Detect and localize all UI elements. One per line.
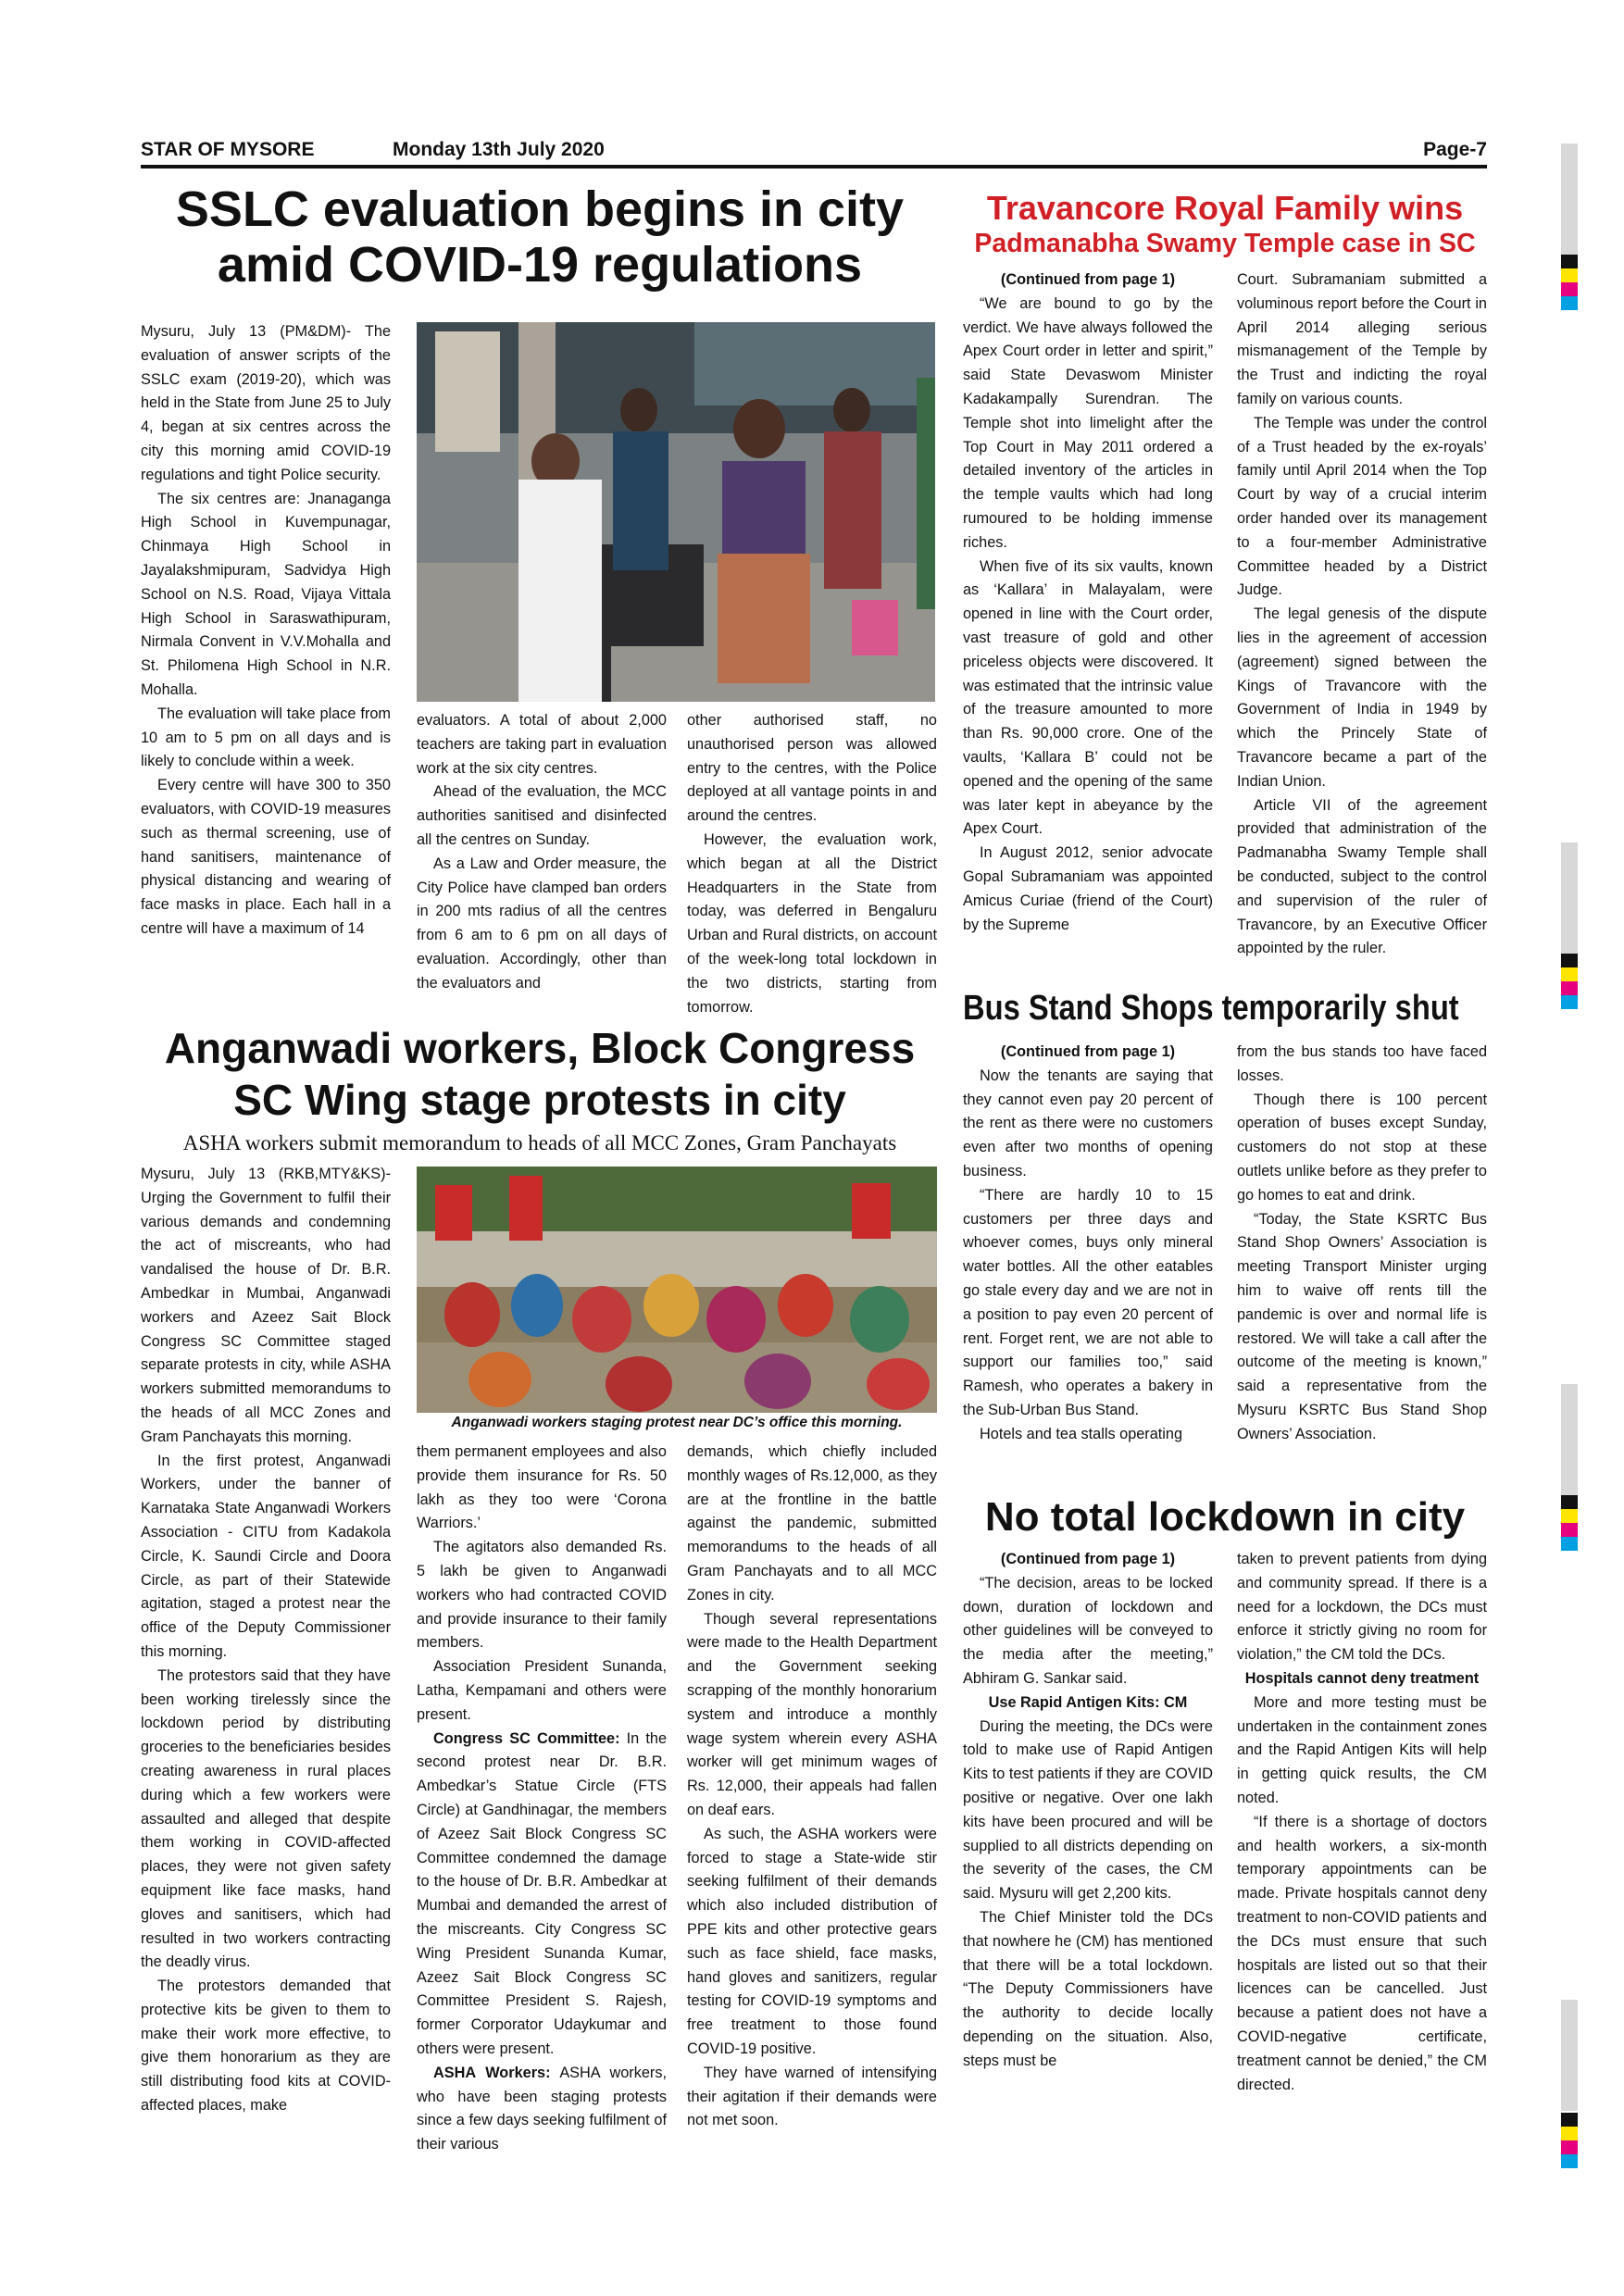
registration-mark: [1561, 954, 1578, 1009]
sslc-column-2: evaluators. A total of about 2,000 teachers are taking part in evaluation work at the six city centres. Ahead of the evaluation, the MCC authorities sanitised and disinfected all the centres on Sunday. As a Law and Order measure, the City Police have clamped ban orders in 200 mts radius of all the centres from 6 am to 6 pm on all days of evaluation. Accordingly, other than the evaluators and: [417, 712, 667, 992]
registration-mark: [1561, 1495, 1578, 1551]
protest-crowd-photo: [417, 1167, 937, 1426]
lockdown-subhead-1: Use Rapid Antigen Kits: CM: [988, 1693, 1188, 1711]
sslc-photo: [417, 322, 935, 702]
lockdown-headline: No total lockdown in city: [984, 1494, 1466, 1540]
thermal-screening-photo: [417, 322, 935, 702]
busstand-column-2: from the bus stands too have faced losses. Though there is 100 percent operation of buses except Sunday, customers do not stop at these outlets unlike before as they prefer to go homes to eat and drink. “Today, the State KSRTC Bus Stand Shop Owners’ Association is meeting Transport Minister urging him to waive off rents till the pandemic is over and normal life is restored. We will take a call after the outcome of the meeting is known,” said a representative from the Mysuru KSRTC Bus Stand Shop Owners’ Association.: [1237, 1043, 1487, 1442]
margin-bar: [1561, 2000, 1578, 2111]
margin-bar: [1561, 842, 1578, 954]
travancore-headline: Travancore Royal Family wins Padmanabha Swamy Temple case in SC: [974, 189, 1476, 258]
busstand-column-1: (Continued from page 1) Now the tenants are saying that they cannot even pay 20 percent of the rent as there were no customers even after two months of opening business. “There are hardly 10 to 15 customers per three days and whoever comes, buys only mineral water bottles. All the other eatables go stale every day and we are not in a position to pay even 20 percent of rent. Forget rent, we are not able to support our families too,” said Ramesh, who operates a bakery in the Sub-Urban Bus Stand. Hotels and tea stalls operating: [963, 1043, 1213, 1442]
masthead: [141, 139, 1487, 165]
masthead-rule: [141, 165, 1487, 168]
lockdown-column-1: (Continued from page 1) “The decision, areas to be locked down, duration of lockdown and other guidelines will be conveyed to the media after the meeting,” Abhiram G. Sankar said. Use Rapid Antigen Kits: CM During the meeting, the DCs were told to make use of Rapid Antigen Kits to test patients if they are COVID positive or negative. Over one lakh kits have been procured and will be supplied to all districts depending on the severity of the cases, the CM said. Mysuru will get 2,200 kits. The Chief Minister told the DCs that nowhere he (CM) has mentioned that there will be a total lockdown. “The Deputy Commissioners have the authority to decide locally depending on the situation. Also, steps must be: [963, 1551, 1213, 2069]
anganwadi-column-3: demands, which chiefly included monthly wages of Rs.12,000, as they are at the frontline in the battle against the pandemic, submitted memorandums to the heads of all Gram Panchayats and to all MCC Zones in city. Though several representations were made to the Health Department and the Government seeking scrapping of the monthly honorarium system and introduce a monthly wage system wherein every ASHA worker will get minimum wages of Rs. 12,000, their appeals had fallen on deaf ears. As such, the ASHA workers were forced to stage a State-wide stir seeking fulfilment of their demands which also included distribution of PPE kits and other protective gears such as face shield, face masks, hand gloves and sanitizers, regular testing for COVID-19 symptoms and free treatment to those found COVID-19 positive. They have warned of intensifying their agitation if their demands were not met soon.: [687, 1443, 937, 2129]
travancore-column-1: (Continued from page 1) “We are bound to go by the verdict. We have always followed the Apex Court order in letter and spirit,” said State Devaswom Minister Kadakampally Surendran. The Temple shot into limelight after the Top Court in May 2011 ordered a detailed inventory of the articles in the temple vaults which had long rumoured to be holding immense riches. When five of its six vaults, known as ‘Kallara’ in Malayalam, were opened in line with the Court order, vast treasure of gold and other priceless objects were discovered. It was estimated that the intrinsic value of the treasure amounted to more than Rs. 90,000 crore. One of the vaults, ‘Kallara B’ could not be opened and the opening of the same was later kept in abeyance by the Apex Court. In August 2012, senior advocate Gopal Subramaniam was appointed Amicus Curiae (friend of the Court) by the Supreme: [963, 271, 1213, 933]
margin-bar: [1561, 144, 1578, 255]
lockdown-subhead-2: Hospitals cannot deny treatment: [1244, 1669, 1480, 1687]
anganwadi-photo: [417, 1167, 937, 1426]
anganwadi-strapline: ASHA workers submit memorandum to heads of all MCC Zones, Gram Panchayats: [182, 1131, 897, 1154]
congress-sc-paragraph: Congress SC Committee: In the second protest near Dr. B.R. Ambedkar’s Statue Circle (FTS Circle) at Gandhinagar, the members of Azeez Sait Block Congress SC Committee condemned the damage to the house of Dr. B.R. Ambedkar at Mumbai and demanded the arrest of the miscreants. City Congress SC Wing President Sunanda Kumar, Azeez Sait Block Congress SC Committee President S. Rajesh, former Corporator Udaykumar and others were present.: [417, 1729, 667, 2057]
asha-paragraph: ASHA Workers: ASHA workers, who have been staging protests since a few days seeking fulfilment of their various: [417, 2064, 667, 2153]
anganwadi-headline: Anganwadi workers, Block Congress SC Wing stage protests in city: [164, 1024, 916, 1124]
anganwadi-column-1: Mysuru, July 13 (RKB,MTY&KS)- Urging the Government to fulfil their various demands and condemning the act of miscreants, who had vandalised the house of Dr. B.R. Ambedkar in Mumbai, Anganwadi workers and Azeez Sait Block Congress SC Committee staged separate protests in city, while ASHA workers submitted memorandums to the heads of all MCC Zones and Gram Panchayats this morning. In the first protest, Anganwadi Workers, under the banner of Karnataka State Anganwadi Workers Association - CITU from Kadakola Circle, K. Saundi Circle and Doora Circle, as part of their Statewide agitation, staged a protest near the office of the Deputy Commissioner this morning. The protestors said that they have been working tirelessly since the lockdown period by distributing groceries to the beneficiaries besides creating awareness in rural places during which a few workers were assaulted and alleged that despite them working in COVID-affected places, they were not given safety equipment like face masks, hand gloves and sanitisers, which had resulted in two workers contracting the deadly virus. The protestors demanded that protective kits be given to them to make their work more effective, to give them honorarium as they are still distributing food kits at COVID-affected places, make: [141, 1166, 391, 2115]
registration-mark: [1561, 255, 1578, 310]
lockdown-column-2: taken to prevent patients from dying and community spread. If there is a need for a lockdown, the DCs must enforce it strictly giving no room for violation,” the CM told the DCs. Hospitals cannot deny treatment More and more testing must be undertaken in the containment zones and the Rapid Antigen Kits will help in getting quick results, the CM noted. “If there is a shortage of doctors and health workers, a six-month temporary appointments can be made. Private hospitals cannot deny treatment to non-COVID patients and the DCs must ensure that such hospitals are listed out so that their licences can be cancelled. Just because a patient does not have a COVID-negative certificate, treatment cannot be denied,” the CM directed.: [1237, 1551, 1487, 2093]
publication-name: STAR OF MYSORE: [141, 139, 315, 160]
issue-date: Monday 13th July 2020: [393, 139, 605, 160]
page-number: Page-7: [1423, 139, 1487, 160]
sslc-column-3: other authorised staff, no unauthorised person was allowed entry to the centres, with the Police deployed at all vantage points in and around the centres. However, the evaluation work, which began at all the District Headquarters in the State from today, was deferred in Bengaluru Urban and Rural districts, on account of the week-long total lockdown in the two districts, starting from tomorrow.: [687, 712, 937, 1016]
photo-caption: Anganwadi workers staging protest near DC’s office this morning.: [417, 1413, 937, 1433]
sslc-column-1: Mysuru, July 13 (PM&DM)- The evaluation of answer scripts of the SSLC exam (2019-20), which was held in the State from June 25 to July 4, began at six centres across the city this morning amid COVID-19 regulations and tight Police security. The six centres are: Jnanaganga High School in Kuvempunagar, Chinmaya High School in Jayalakshmipuram, Sadvidya High School on N.S. Road, Vijaya Vittala High School in Saraswathipuram, Nirmala Convent in V.V.Mohalla and St. Philomena High School in N.R. Mohalla. The evaluation will take place from 10 am to 5 pm on all days and is likely to conclude within a week. Every centre will have 300 to 350 evaluators, with COVID-19 measures such as thermal screening, use of hand sanitisers, maintenance of physical distancing and wearing of face masks in place. Each hall in a centre will have a maximum of 14: [141, 323, 391, 937]
margin-bar: [1561, 1384, 1578, 1495]
busstand-headline: Bus Stand Shops temporarily shut: [963, 989, 1459, 1028]
sslc-headline: SSLC evaluation begins in city amid COVID-19 regulations: [175, 181, 905, 293]
registration-mark: [1561, 2113, 1578, 2168]
travancore-column-2: Court. Subramaniam submitted a voluminous report before the Court in April 2014 alleging serious mismanagement of the Temple by the Trust and indicting the royal family on various counts. The Temple was under the control of a Trust headed by the ex-royals’ family until April 2014 when the Top Court by way of a crucial interim order handed over its management to a four-member Administrative Committee headed by a District Judge. The legal genesis of the dispute lies in the agreement of accession (agreement) signed between the Kings of Travancore with the Government of India in 1949 by which the Princely State of Travancore became a part of the Indian Union. Article VII of the agreement provided that administration of the Padmanabha Swamy Temple shall be conducted, subject to the control and supervision of the ruler of Travancore, by an Executive Officer appointed by the ruler.: [1237, 271, 1487, 957]
anganwadi-column-2: them permanent employees and also provide them insurance for Rs. 50 lakh as they too were ‘Corona Warriors.’ The agitators also demanded Rs. 5 lakh be given to Anganwadi workers who had contracted COVID and provide insurance to their family members. Association President Sunanda, Latha, Kempamani and others were present. Congress SC Committee: In the second protest near Dr. B.R. Ambedkar’s Statue Circle (FTS Circle) at Gandhinagar, the members of Azeez Sait Block Congress SC Committee condemned the damage to the house of Dr. B.R. Ambedkar at Mumbai and demanded the arrest of the miscreants. City Congress SC Wing President Sunanda Kumar, Azeez Sait Block Congress SC Committee President S. Rajesh, former Corporator Udaykumar and others were present. ASHA Workers: ASHA workers, who have been staging protests since a few days seeking fulfilment of their various: [417, 1441, 667, 2157]
